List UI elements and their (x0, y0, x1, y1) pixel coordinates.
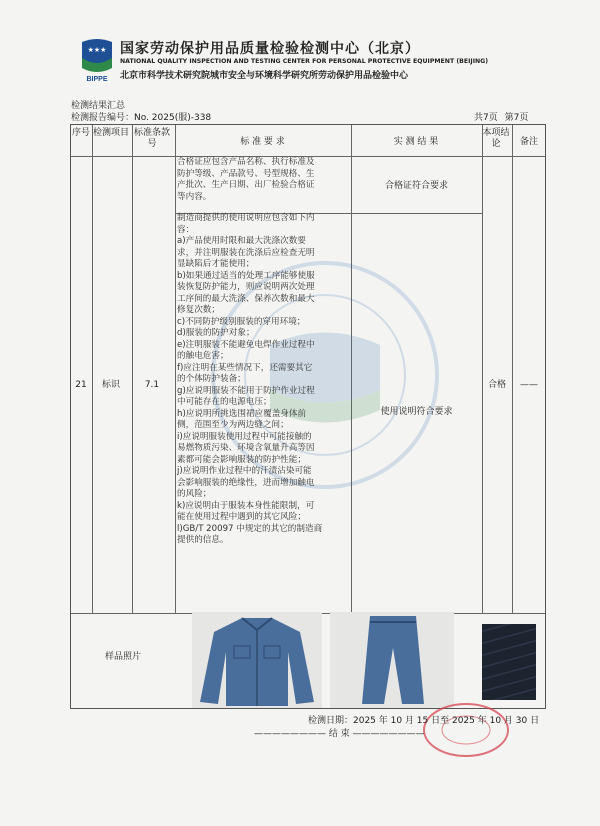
req-line: d)服装的防护对象； (177, 328, 255, 338)
row-remark: —— (520, 380, 538, 390)
col-divider-5 (482, 125, 483, 613)
trousers-photo (330, 612, 454, 708)
document-header (80, 34, 540, 86)
center-title-en: NATIONAL QUALITY INSPECTION AND TESTING CENTER FOR PERSONAL PROTECTIVE EQUIPMENT (BEIJING) (120, 58, 489, 65)
test-date: 检测日期：2025 年 10 月 15 日至 2025 年 10 月 30 日 (308, 716, 540, 726)
req-line: k)应说明由于服装本身性能限制，可 (177, 500, 315, 511)
result-instructions: 使用说明符合要求 (380, 407, 453, 417)
req-line: 侧，范围至少为两边缝之间； (177, 420, 289, 430)
col-divider-3 (175, 125, 176, 613)
req-line: 等内容。 (177, 191, 212, 202)
page-counter: 共7页 第7页 (474, 113, 529, 123)
req-line: c)不同防护级别服装的穿用环境； (177, 316, 306, 327)
req-line: 的触电危害； (177, 351, 229, 361)
report-number: 检测报告编号：No. 2025(服)-338 (71, 113, 212, 123)
req-line: a)产品使用时限和最大洗涤次数要 (177, 236, 306, 246)
col-header-conclusion: 本项结论 (482, 128, 510, 149)
bippe-logo-icon (80, 38, 114, 82)
fabric-swatch (482, 624, 536, 700)
req-line: 工序间的最大洗涤、保养次数和最大 (177, 293, 315, 304)
req-line: 产批次、生产日期、出厂检验合格证 (177, 180, 315, 190)
row-clause: 7.1 (144, 380, 160, 390)
col-divider-6 (512, 125, 513, 613)
row-item: 标识 (101, 380, 120, 390)
req-line: 的风险； (177, 489, 212, 499)
req-line: f)应注明在某些情况下，还需要其它 (177, 362, 313, 373)
col-divider-1 (92, 125, 93, 613)
svg-text:BIPPE: BIPPE (86, 76, 108, 82)
req-line: j)应说明作业过程中的汗渍沾染可能 (177, 466, 312, 476)
requirement-certificate (177, 157, 315, 203)
req-line: 会影响服装的绝缘性，进而增加触电 (177, 477, 315, 488)
center-title-cn: 国家劳动保护用品质量检验检测中心（北京） (120, 41, 420, 57)
center-subtitle: 北京市科学技术研究院城市安全与环境科学研究所劳动保护用品检验中心 (120, 71, 409, 81)
req-line: 的个体防护装备； (177, 374, 246, 384)
col-header-item: 检测项目 (92, 128, 129, 138)
req-line: i)应说明服装使用过程中可能接触的 (177, 431, 312, 442)
req-line: 能在使用过程中遇到的其它风险； (177, 512, 306, 522)
end-marker: ———————— 结 束 ———————— (254, 729, 425, 739)
col-header-result: 实 测 结 果 (393, 137, 439, 147)
svg-text:★★★: ★★★ (87, 46, 107, 54)
col-header-requirement: 标 准 要 求 (240, 137, 285, 147)
req-line: 制造商提供的使用说明应包含如下内 (177, 213, 315, 223)
req-line: b)如果通过适当的处理工序能够使服 (177, 270, 315, 281)
req-line: 装恢复防护能力，则应说明两次处理 (177, 282, 315, 292)
req-line: 容： (177, 224, 195, 235)
req-line: 素都可能会影响服装的防护性能； (177, 454, 306, 465)
req-line: 修复次数； (177, 305, 220, 315)
photo-label: 样品照片 (104, 652, 141, 662)
col-header-no: 序号 (71, 128, 90, 138)
req-line: l)GB/T 20097 中规定的其它的制造商 (177, 523, 323, 534)
col-header-clause: 标准条款号 (133, 128, 170, 149)
requirement-instructions (177, 213, 322, 547)
req-line: 显缺陷后才能使用； (177, 259, 255, 269)
jacket-icon (192, 612, 322, 708)
trousers-icon (330, 612, 454, 708)
req-line: 防护等级、产品款号、号型规格、生 (177, 168, 315, 179)
col-divider-2 (132, 125, 133, 613)
req-line: 易燃物质污染、环境含氧量升高等因 (177, 443, 315, 453)
jacket-photo (192, 612, 322, 708)
req-line: e)注明服装不能避免电焊作业过程中 (177, 339, 315, 350)
row-no: 21 (75, 380, 87, 390)
col-header-remark: 备注 (519, 137, 538, 147)
req-line: 中可能存在的电源电压； (177, 397, 272, 407)
summary-label: 检测结果汇总 (71, 101, 126, 111)
fabric-texture-icon (482, 624, 536, 700)
official-stamp-icon (420, 700, 512, 760)
req-line: 合格证应包含产品名称、执行标准及 (177, 157, 315, 167)
row-conclusion: 合格 (487, 380, 506, 390)
req-line: g)应说明服装不能用于防护作业过程 (177, 385, 315, 396)
result-certificate: 合格证符合要求 (384, 181, 448, 191)
req-line: 求，并注明服装在洗涤后应检查无明 (177, 247, 315, 258)
req-line: h)应说明所挑选围裙应覆盖身体前 (177, 408, 307, 419)
req-line: 提供的信息。 (177, 535, 229, 545)
